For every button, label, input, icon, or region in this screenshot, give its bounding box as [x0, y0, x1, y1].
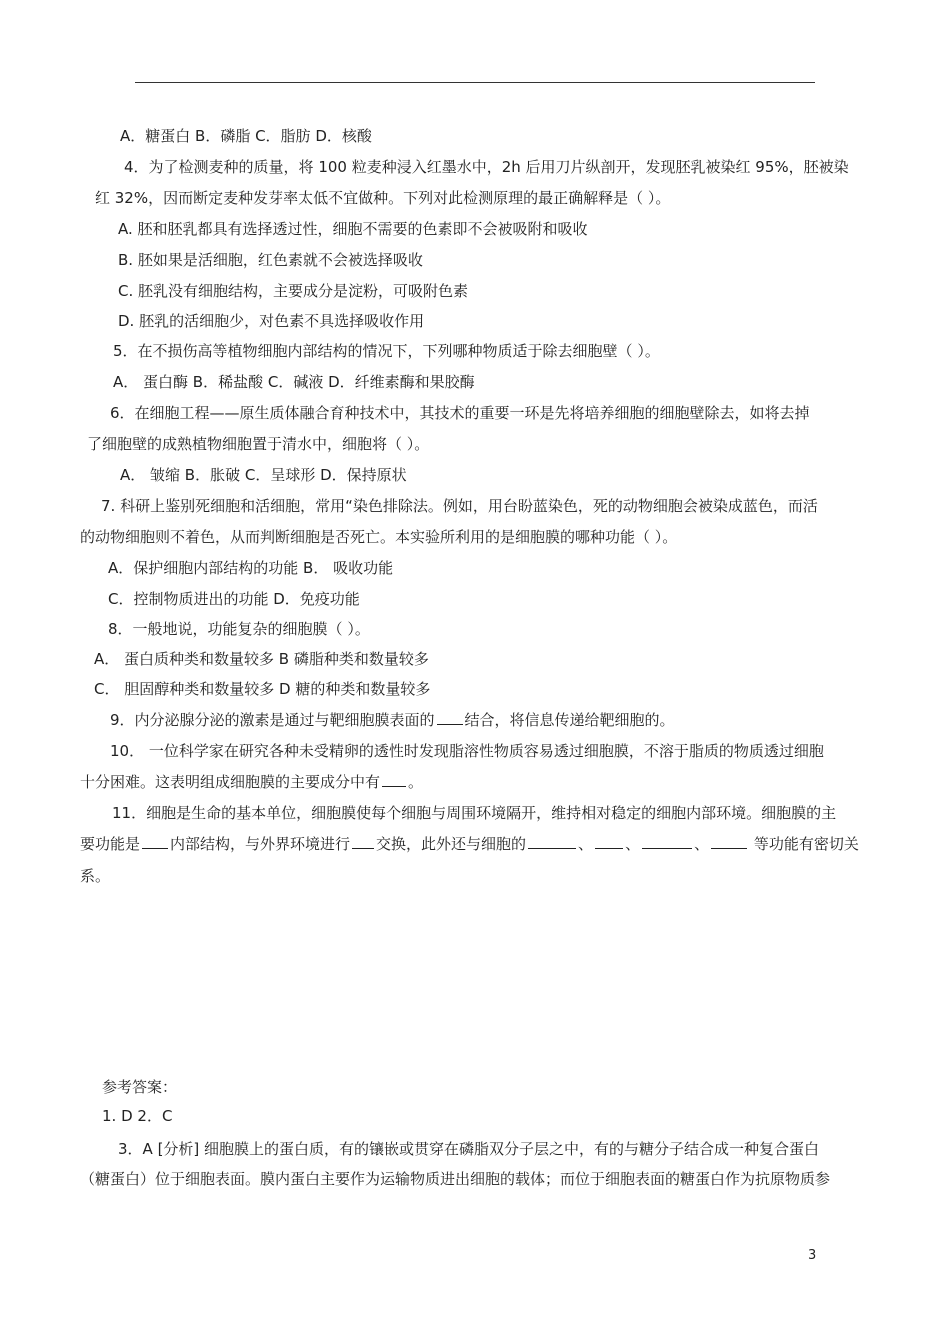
q11-stem-line1: 11．细胞是生命的基本单位，细胞膜使每个细胞与周围环境隔开，维持相对稳定的细胞内部环境。细胞膜的主 — [112, 804, 837, 822]
q9-line — [110, 710, 675, 730]
q5-options: A． 蛋白酶 B．稀盐酸 C．碱液 D．纤维素酶和果胶酶 — [113, 373, 475, 391]
header-rule — [135, 82, 815, 83]
q11-blank-3[interactable] — [528, 834, 576, 849]
q11-blank-5[interactable] — [642, 834, 692, 849]
q5-stem: 5．在不损伤高等植物细胞内部结构的情况下，下列哪种物质适于除去细胞壁（ ）。 — [113, 342, 660, 360]
q7-options-ab: A．保护细胞内部结构的功能 B． 吸收功能 — [108, 559, 394, 577]
answers-line3: （糖蛋白）位于细胞表面。膜内蛋白主要作为运输物质进出细胞的载体；而位于细胞表面的糖蛋白作为抗原物质参 — [80, 1170, 831, 1188]
q7-stem-line1: 7. 科研上鉴别死细胞和活细胞，常用“染色排除法。例如，用台盼蓝染色，死的动物细胞会被染成蓝色，而活 — [101, 497, 818, 515]
q8-stem: 8．一般地说，功能复杂的细胞膜（ ）。 — [108, 620, 370, 638]
q3-options: A．糖蛋白 B．磷脂 C．脂肪 D．核酸 — [120, 127, 372, 145]
answers-line2: 3．A [分析] 细胞膜上的蛋白质，有的镶嵌或贯穿在磷脂双分子层之中，有的与糖分子结合成一种复合蛋白 — [118, 1140, 820, 1158]
q11-sep-2: 、 — [625, 835, 641, 853]
answers-heading: 参考答案： — [102, 1078, 178, 1096]
q11-text-p1: 要功能是 — [80, 835, 141, 853]
q11-blank-2[interactable] — [352, 834, 374, 849]
q10-answer-blank[interactable] — [382, 772, 406, 787]
q4-option-b: B. 胚如果是活细胞，红色素就不会被选择吸收 — [118, 251, 423, 269]
q8-options-cd: C． 胆固醇种类和数量较多 D 糖的种类和数量较多 — [94, 680, 431, 698]
q6-stem-line2: 了细胞壁的成熟植物细胞置于清水中，细胞将（ ）。 — [87, 435, 430, 453]
q4-stem-line2: 红 32%，因而断定麦种发芽率太低不宜做种。下列对此检测原理的最正确解释是（ ）。 — [95, 189, 671, 207]
q11-text-p3: 交换，此外还与细胞的 — [376, 835, 527, 853]
q11-blank-1[interactable] — [142, 834, 168, 849]
q10-text-before: 十分困难。这表明组成细胞膜的主要成分中有 — [80, 773, 381, 791]
q11-sep-1: 、 — [578, 835, 594, 853]
q4-option-d: D. 胚乳的活细胞少，对色素不具选择吸收作用 — [118, 312, 425, 330]
q9-text-after: 结合，将信息传递给靶细胞的。 — [464, 711, 675, 729]
q6-options: A． 皱缩 B．胀破 C．呈球形 D．保持原状 — [120, 466, 407, 484]
q11-blank-6[interactable] — [711, 834, 747, 849]
q11-blank-4[interactable] — [595, 834, 623, 849]
q10-stem-line1: 10． 一位科学家在研究各种未受精卵的透性时发现脂溶性物质容易透过细胞膜，不溶于脂质的物质透过细胞 — [110, 742, 824, 760]
q8-options-ab: A． 蛋白质种类和数量较多 B 磷脂种类和数量较多 — [94, 650, 429, 668]
answers-line1: 1. D 2．C — [102, 1107, 173, 1125]
q4-option-c: C. 胚乳没有细胞结构，主要成分是淀粉，可吸附色素 — [118, 282, 469, 300]
q4-stem-line1: 4．为了检测麦种的质量，将 100 粒麦种浸入红墨水中，2h 后用刀片纵剖开，发现胚乳被染红 95%，胚被染 — [124, 158, 849, 176]
q9-text-before: 9．内分泌腺分泌的激素是通过与靶细胞膜表面的 — [110, 711, 435, 729]
q7-stem-line2: 的动物细胞则不着色，从而判断细胞是否死亡。本实验所利用的是细胞膜的哪种功能（ ）。 — [80, 528, 678, 546]
q4-option-a: A. 胚和胚乳都具有选择透过性，细胞不需要的色素即不会被吸附和吸收 — [118, 220, 588, 238]
q11-line2 — [80, 834, 859, 854]
q11-stem-line3: 系。 — [80, 867, 111, 885]
q7-options-cd: C．控制物质进出的功能 D．免疫功能 — [108, 590, 360, 608]
q10-line2 — [80, 772, 423, 792]
q9-answer-blank[interactable] — [437, 710, 463, 725]
q11-sep-3: 、 — [694, 835, 710, 853]
q11-text-p2: 内部结构，与外界环境进行 — [170, 835, 351, 853]
page-number: 3 — [808, 1248, 817, 1263]
q10-text-after: 。 — [408, 773, 424, 791]
q11-text-p4: 等功能有密切关 — [749, 835, 859, 853]
q6-stem-line1: 6．在细胞工程——原生质体融合育种技术中，其技术的重要一环是先将培养细胞的细胞壁除去，如将去掉 — [110, 404, 810, 422]
